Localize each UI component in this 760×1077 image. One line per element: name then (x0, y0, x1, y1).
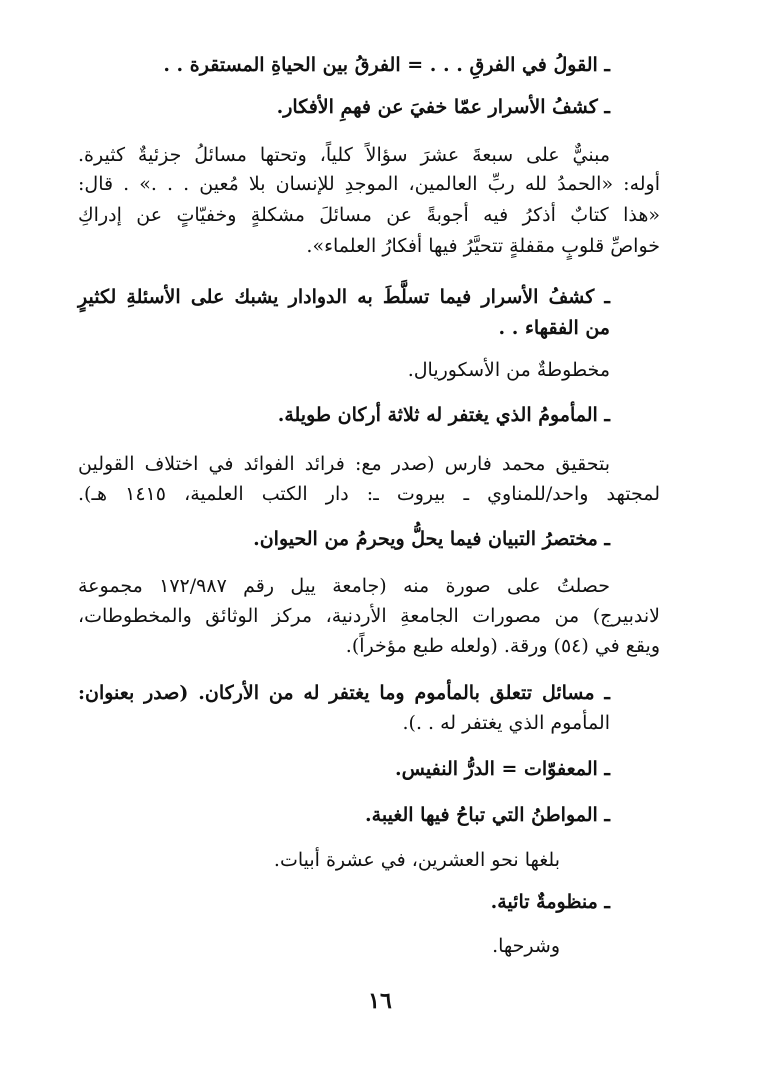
entry-title: ـ مسائل تتعلق بالمأموم وما يغتفر له من الأركان. (صدر بعنوان: (78, 682, 610, 704)
entry-title: من الفقهاء . . (498, 317, 610, 339)
entry-title: ـ كشفُ الأسرار عمّا خفيَ عن فهمِ الأفكار. (276, 96, 610, 118)
entry-description: المأموم الذي يغتفر له . .). (402, 712, 610, 734)
entry-description: لمجتهد واحد/للمناوي ـ بيروت ـ: دار الكتب العلمية، ١٤١٥ هـ). (78, 483, 660, 505)
entry-title: ـ كشفُ الأسرار فيما تسلَّطَ به الدوادار يشبك على الأسئلةِ لكثيرٍ (78, 286, 610, 308)
entry-description: بلغها نحو العشرين، في عشرة أبيات. (273, 849, 560, 871)
entry-description: لاندبيرج) من مصورات الجامعةِ الأردنية، مركز الوثائق والمخطوطات، (78, 605, 660, 627)
entry-description: مخطوطةٌ من الأسكوريال. (407, 359, 610, 381)
entry-title: ـ المواطنُ التي تباحُ فيها الغيبة. (365, 804, 610, 826)
entry-title: ـ مختصرُ التبيان فيما يحلُّ ويحرمُ من الحيوان. (253, 528, 610, 550)
entry-description: خواصِّ قلوبٍ مقفلةٍ تتحيَّرُ فيها أفكارُ العلماء». (306, 235, 660, 257)
entry-title: ـ المعفوّات = الدرُّ النفيس. (395, 758, 610, 780)
entry-description: بتحقيق محمد فارس (صدر مع: فرائد الفوائد في اختلاف القولين (78, 453, 610, 475)
entry-description: ويقع في (٥٤) ورقة. (ولعله طبع مؤخراً). (345, 635, 660, 657)
entry-title: ـ منظومةٌ تائية. (490, 891, 610, 913)
entry-description: «هذا كتابٌ أذكرُ فيه أجوبةً عن مسائلَ مشكلةٍ وخفيّاتٍ عن إدراكِ (78, 204, 660, 226)
entry-description: مبنيٌّ على سبعةَ عشرَ سؤالاً كلياً، وتحتها مسائلُ جزئيةٌ كثيرة. (78, 144, 610, 166)
entry-description: أوله: «الحمدُ لله ربِّ العالمين، الموجدِ للإنسان بلا مُعين . . .» . قال: (78, 173, 660, 195)
entry-description: حصلتُ على صورة منه (جامعة ييل رقم ١٧٢/٩٨٧ مجموعة (78, 575, 610, 597)
page-number: ١٦ (368, 988, 392, 1014)
entry-description: وشرحها. (492, 935, 560, 957)
entry-title: ـ القولُ في الفرقِ . . . = الفرقُ بين الحياةِ المستقرة . . (163, 54, 610, 76)
entry-title: ـ المأمومُ الذي يغتفر له ثلاثة أركان طويلة. (277, 404, 610, 426)
